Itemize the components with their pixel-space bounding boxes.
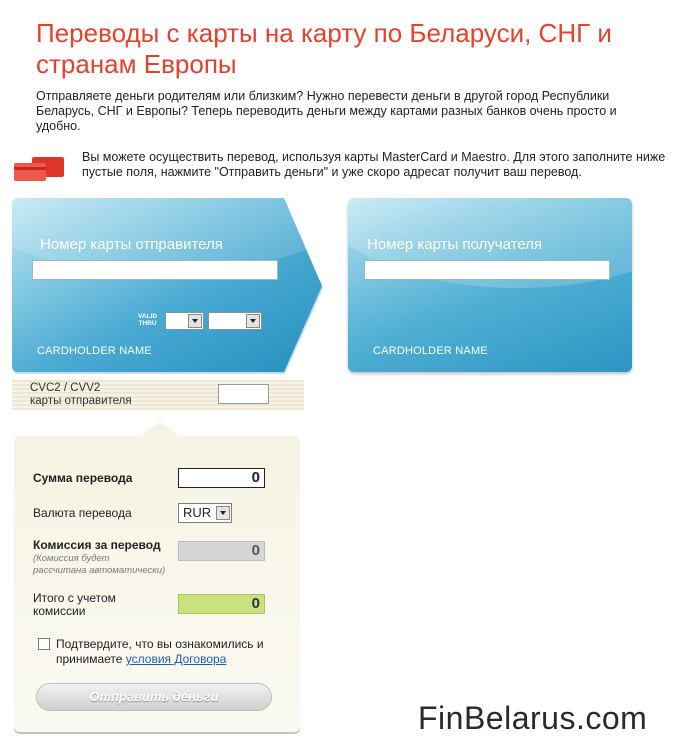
fee-field: 0 bbox=[178, 541, 265, 561]
currency-label: Валюта перевода bbox=[33, 506, 132, 520]
expiry-month-select[interactable] bbox=[165, 312, 204, 330]
sender-cardholder-name: CARDHOLDER NAME bbox=[37, 345, 152, 357]
fee-label: Комиссия за перевод bbox=[33, 538, 161, 552]
fee-hint: (Комиссия будет рассчитана автоматически) bbox=[33, 553, 166, 576]
amount-input[interactable]: 0 bbox=[178, 468, 265, 488]
page-title: Переводы с карты на карту по Беларуси, СНГ и странам Европы bbox=[36, 18, 612, 79]
expiry-year-select[interactable] bbox=[208, 312, 262, 330]
sender-card-number-input[interactable] bbox=[32, 260, 278, 280]
watermark: FinBelarus.com bbox=[418, 700, 648, 736]
valid-thru-label: VALID THRU bbox=[138, 313, 158, 327]
cvc-input[interactable] bbox=[218, 384, 269, 404]
agree-checkbox[interactable] bbox=[38, 638, 50, 650]
cvc-label: CVC2 / CVV2 карты отправителя bbox=[30, 382, 132, 407]
contract-terms-link[interactable]: условия Договора bbox=[125, 652, 227, 666]
recipient-card-label: Номер карты получателя bbox=[367, 236, 543, 253]
agree-text: Подтвердите, что вы ознакомились и принимаете условия Договора bbox=[56, 637, 264, 666]
total-label: Итого с учетом комиссии bbox=[33, 591, 116, 618]
sender-card-label: Номер карты отправителя bbox=[40, 236, 223, 253]
chevron-down-icon bbox=[188, 314, 202, 328]
recipient-card-number-input[interactable] bbox=[364, 260, 610, 280]
cards-icon bbox=[14, 155, 66, 181]
currency-select[interactable]: RUR bbox=[178, 503, 232, 523]
total-field: 0 bbox=[178, 594, 265, 614]
chevron-down-icon bbox=[246, 314, 260, 328]
instruction-note: Вы можете осуществить перевод, используя карты MasterCard и Maestro. Для этого заполните ниже пустые поля, нажмите "Отправить деньги" и уже скоро адресат получит ваш перевод. bbox=[82, 150, 666, 179]
send-money-button[interactable]: Отправить деньги bbox=[36, 683, 272, 711]
amount-label: Сумма перевода bbox=[33, 471, 133, 485]
recipient-cardholder-name: CARDHOLDER NAME bbox=[373, 345, 488, 357]
intro-text: Отправляете деньги родителям или близким? Нужно перевести деньги в другой город Республики Беларусь, СНГ и Европы? Теперь переводить деньги между картами разных банков очень просто и удобно. bbox=[36, 89, 617, 133]
chevron-down-icon bbox=[216, 506, 230, 520]
